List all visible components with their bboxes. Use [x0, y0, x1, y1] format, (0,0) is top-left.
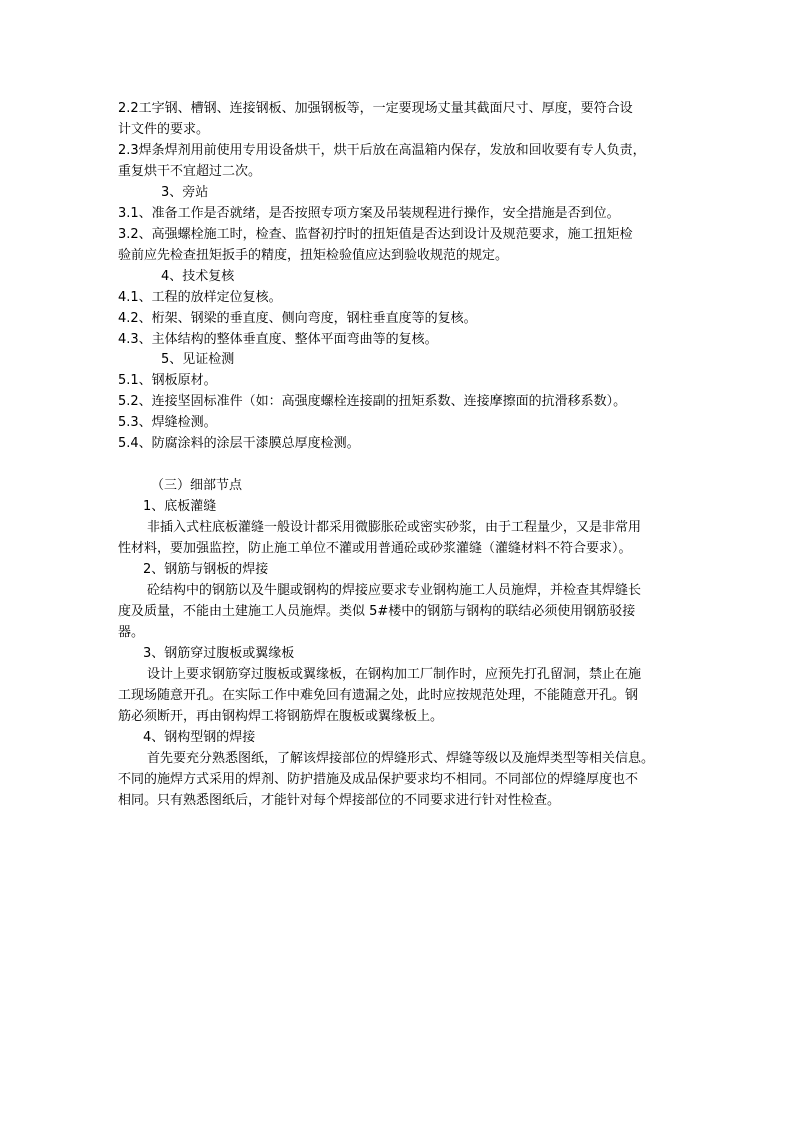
- subsection-2-title: 2、钢筋与钢板的焊接: [143, 562, 269, 577]
- paragraph-2-2-line-1: 2.2工字钢、槽钢、连接钢板、加强钢板等，一定要现场丈量其截面尺寸、厚度，要符合设: [118, 101, 633, 116]
- subsection-3-line-1: 设计上要求钢筋穿过腹板或翼缘板，在钢构加工厂制作时，应预先打孔留洞，禁止在施: [147, 667, 642, 682]
- paragraph-4-2: 4.2、桁架、钢梁的垂直度、侧向弯度，钢柱垂直度等的复核。: [118, 311, 477, 326]
- subsection-2-line-3: 器。: [118, 625, 145, 640]
- subsection-4-line-2: 不同的施焊方式采用的焊剂、防护措施及成品保护要求均不相同。不同部位的焊缝厚度也不: [118, 772, 639, 787]
- paragraph-5-4: 5.4、防腐涂料的涂层干漆膜总厚度检测。: [118, 436, 360, 451]
- paragraph-3-2-line-1: 3.2、高强螺栓施工时，检查、监督初拧时的扭矩值是否达到设计及规范要求，施工扭矩检: [118, 227, 633, 242]
- paragraph-3-2-line-2: 验前应先检查扭矩扳手的精度，扭矩检验值应达到验收规范的规定。: [118, 248, 509, 263]
- subsection-4-title: 4、钢构型钢的焊接: [143, 730, 256, 745]
- paragraph-2-3-line-1: 2.3焊条焊剂用前使用专用设备烘干，烘干后放在高温箱内保存，发放和回收要有专人负责，: [118, 143, 646, 158]
- paragraph-4-1: 4.1、工程的放样定位复核。: [118, 290, 282, 305]
- paragraph-5-2: 5.2、连接坚固标准件（如：高强度螺栓连接副的扭矩系数、连接摩擦面的抗滑移系数）。: [118, 394, 627, 409]
- heading-4-technical-review: 4、技术复核: [161, 269, 235, 284]
- subsection-1-title: 1、底板灌缝: [143, 499, 217, 514]
- paragraph-5-3: 5.3、焊缝检测。: [118, 415, 217, 430]
- section-3-heading: （三）细部节点: [151, 478, 243, 493]
- paragraph-4-3: 4.3、主体结构的整体垂直度、整体平面弯曲等的复核。: [118, 332, 438, 347]
- subsection-2-line-1: 砼结构中的钢筋以及牛腿或钢构的焊接应要求专业钢构施工人员施焊，并检查其焊缝长: [147, 583, 642, 598]
- subsection-4-line-1: 首先要充分熟悉图纸，了解该焊接部位的焊缝形式、焊缝等级以及施焊类型等相关信息。: [147, 751, 655, 766]
- subsection-3-line-2: 工现场随意开孔。在实际工作中难免回有遗漏之处，此时应按规范处理，不能随意开孔。钢: [118, 688, 639, 703]
- subsection-1-line-1: 非插入式柱底板灌缝一般设计都采用微膨胀砼或密实砂浆，由于工程量少，又是非常用: [147, 520, 642, 535]
- subsection-2-line-2: 度及质量，不能由土建施工人员施焊。类似 5#楼中的钢筋与钢构的联结必须使用钢筋驳接: [118, 604, 636, 619]
- subsection-1-line-2: 性材料，要加强监控，防止施工单位不灌或用普通砼或砂浆灌缝（灌缝材料不符合要求）。: [118, 541, 632, 556]
- paragraph-3-1: 3.1、准备工作是否就绪，是否按照专项方案及吊装规程进行操作，安全措施是否到位。: [118, 206, 620, 221]
- subsection-3-title: 3、钢筋穿过腹板或翼缘板: [143, 646, 295, 661]
- paragraph-2-2-line-2: 计文件的要求。: [118, 122, 210, 137]
- paragraph-2-3-line-2: 重复烘干不宜超过二次。: [118, 164, 262, 179]
- heading-5-witness-testing: 5、见证检测: [161, 352, 235, 367]
- paragraph-5-1: 5.1、钢板原材。: [118, 373, 217, 388]
- subsection-3-line-3: 筋必须断开，再由钢构焊工将钢筋焊在腹板或翼缘板上。: [118, 709, 444, 724]
- subsection-4-line-3: 相同。只有熟悉图纸后，才能针对每个焊接部位的不同要求进行针对性检查。: [118, 793, 561, 808]
- heading-3-side-station: 3、旁站: [161, 185, 209, 200]
